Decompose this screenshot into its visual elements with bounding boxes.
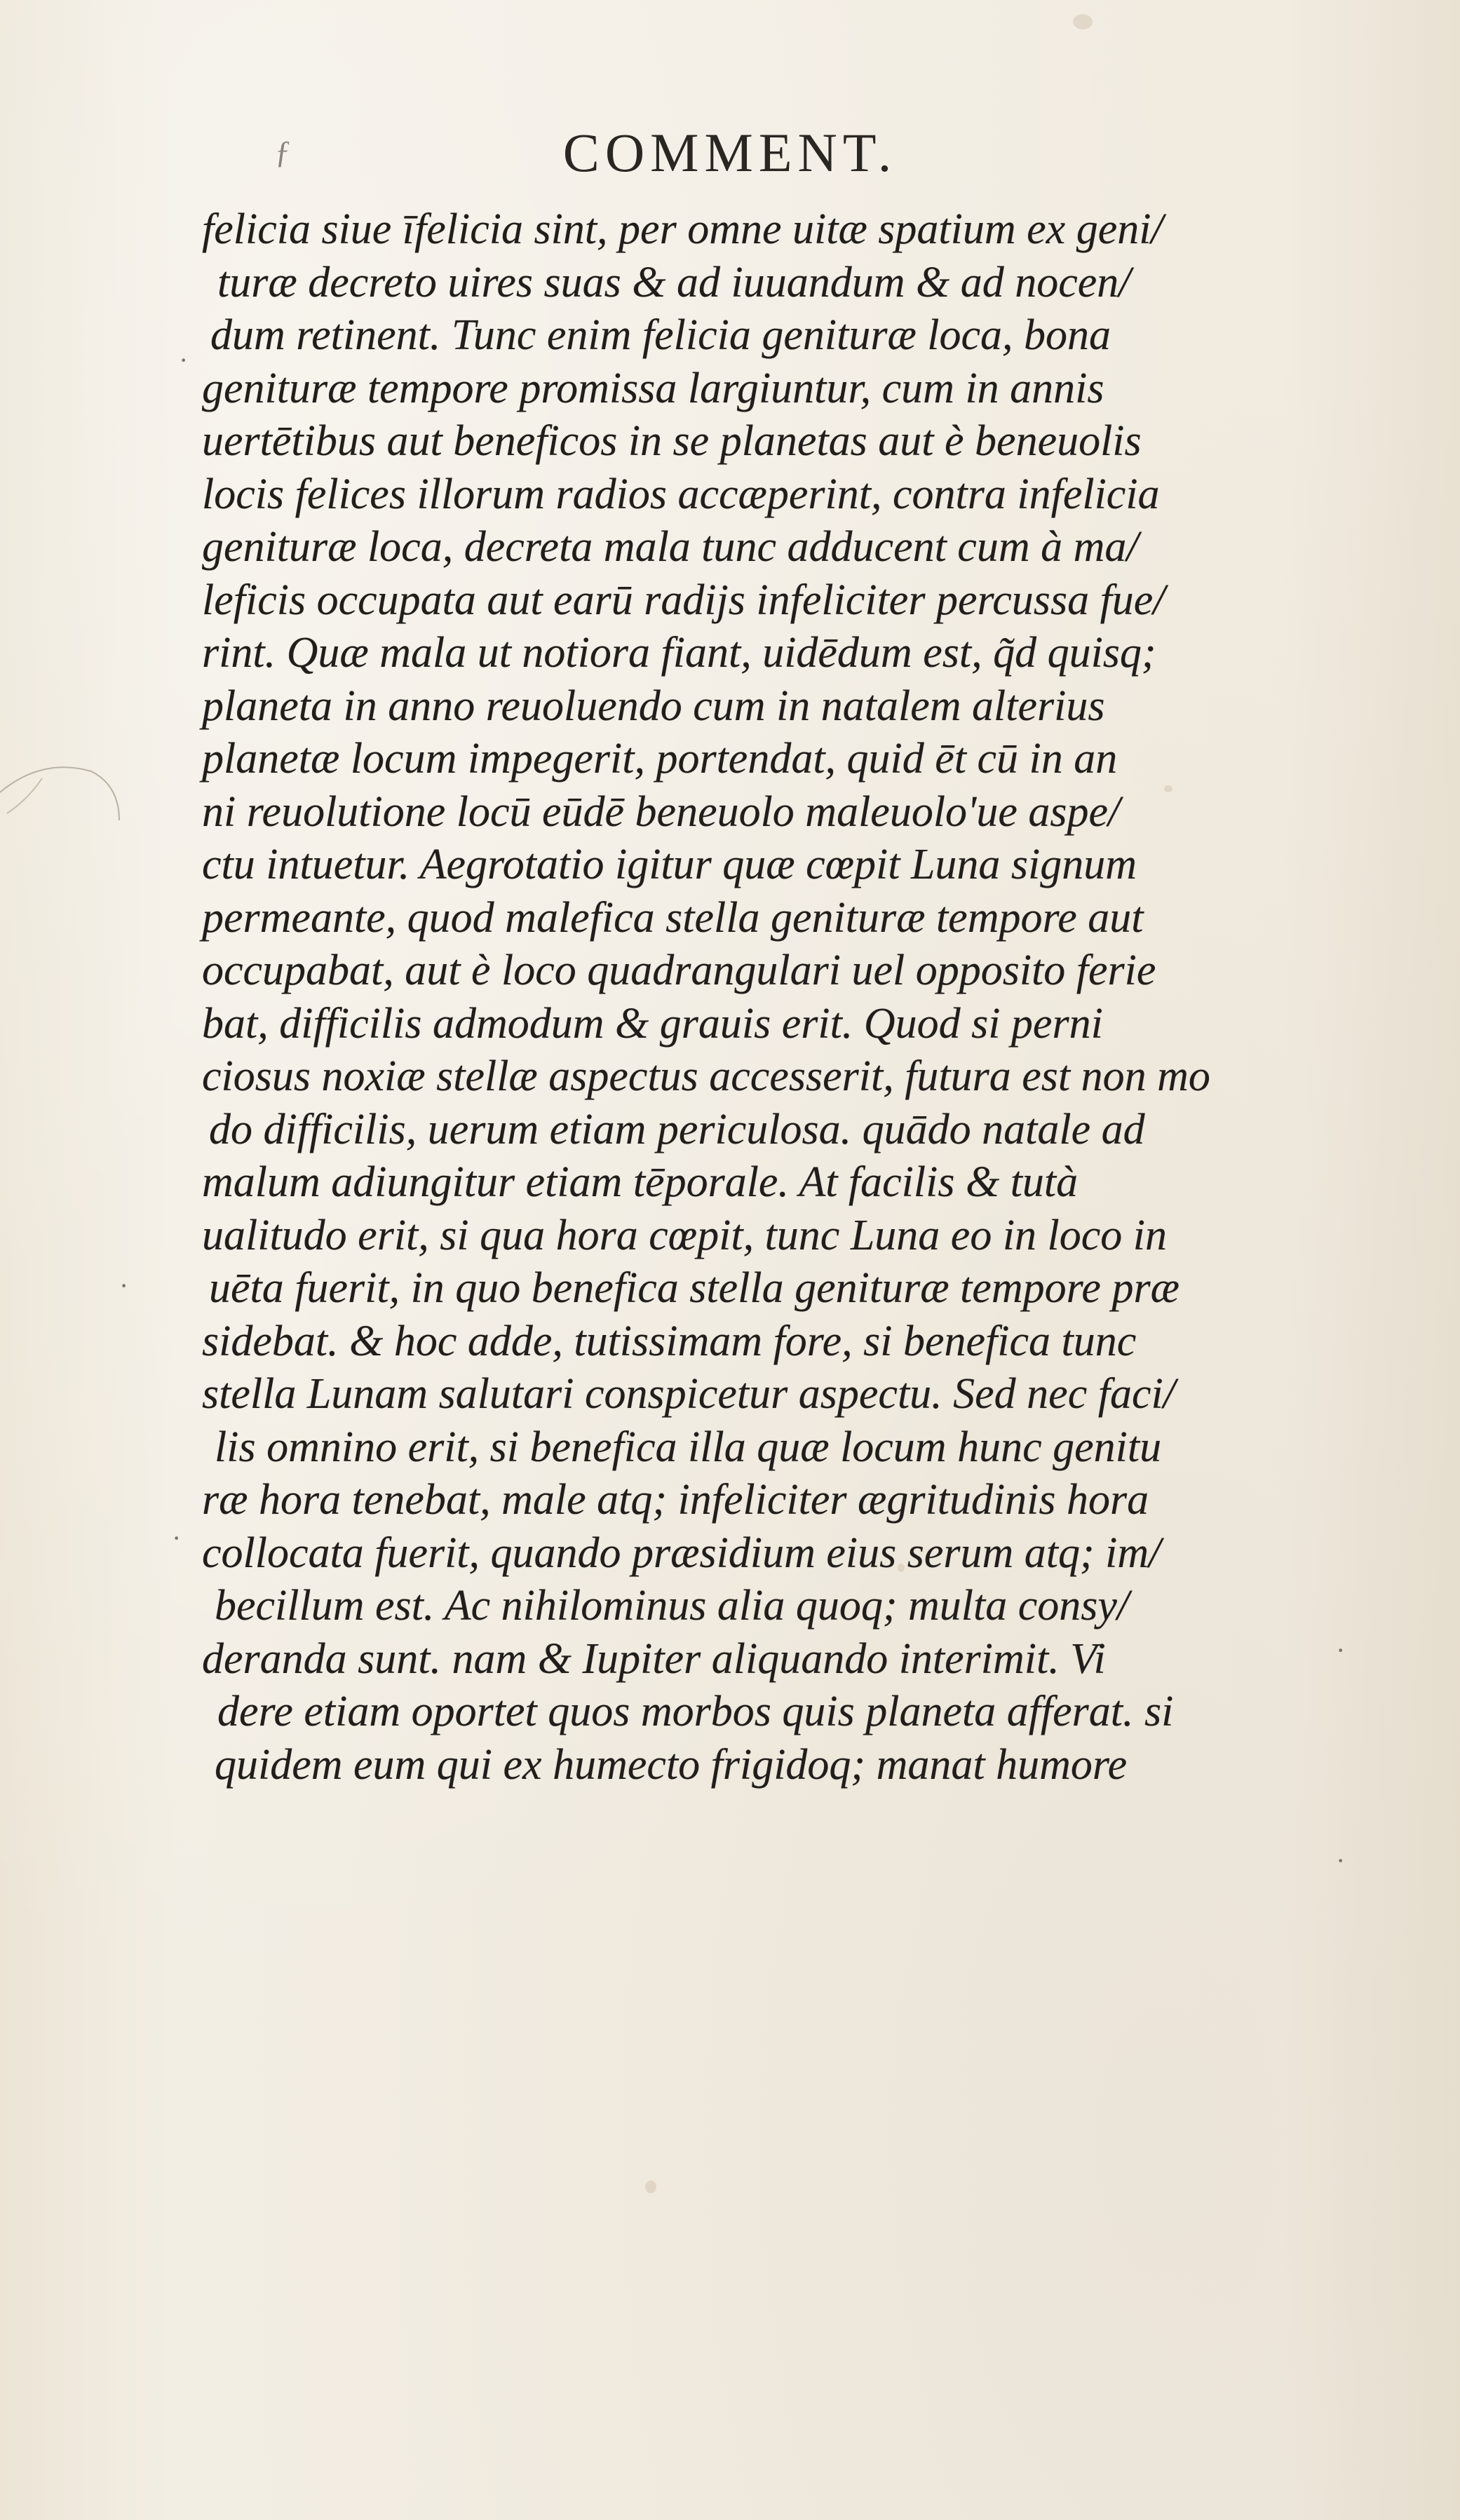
body-text	[202, 203, 1331, 1791]
text-line: do difficilis, uerum etiam periculosa. quādo natale ad	[209, 1105, 1145, 1153]
text-line: ualitudo erit, si qua hora cœpit, tunc Luna eo in loco in	[202, 1211, 1168, 1259]
text-line: ræ hora tenebat, male atq; infeliciter ægritudinis hora	[202, 1476, 1149, 1524]
margin-dot: ·	[119, 1270, 129, 1301]
paper-stain	[1073, 14, 1093, 29]
text-line: uertētibus aut beneficos in se planetas aut è beneuolis	[202, 417, 1142, 465]
text-line: leficis occupata aut earū radijs infeliciter percussa fue/	[202, 576, 1165, 624]
text-line: collocata fuerit, quando præsidium eius serum atq; im/	[202, 1529, 1161, 1577]
text-line: dere etiam oportet quos morbos quis planeta afferat. si	[217, 1688, 1174, 1735]
text-line: ctu intuetur. Aegrotatio igitur quæ cœpit Luna signum	[202, 841, 1137, 888]
page-heading: COMMENT.	[562, 122, 898, 183]
text-line: turæ decreto uires suas & ad iuuandum & ad nocen/	[217, 258, 1131, 306]
text-line: locis felices illorum radios accæperint, contra infelicia	[202, 470, 1160, 518]
text-line: sidebat. & hoc adde, tutissimam fore, si benefica tunc	[202, 1317, 1137, 1365]
text-line: ciosus noxiæ stellæ aspectus accesserit, futura est non mo	[202, 1052, 1210, 1100]
text-line: rint. Quæ mala ut notiora fiant, uidēdum est, q̃d quisq;	[202, 629, 1156, 677]
text-line: genituræ tempore promissa largiuntur, cum in annis	[202, 364, 1104, 412]
page-edge-shadow	[0, 729, 126, 855]
text-line: deranda sunt. nam & Iupiter aliquando interimit. Vi	[202, 1634, 1106, 1683]
text-line: occupabat, aut è loco quadrangulari uel opposito ferie	[202, 947, 1156, 994]
margin-dot: ·	[1336, 1634, 1346, 1666]
text-line: malum adiungitur etiam tēporale. At facilis & tutà	[202, 1158, 1079, 1206]
text-line: dum retinent. Tunc enim felicia genituræ loca, bona	[210, 311, 1111, 359]
text-line: bat, difficilis admodum & grauis erit. Quod si perni	[202, 999, 1103, 1048]
text-line: planeta in anno reuoluendo cum in natalem alterius	[202, 682, 1105, 730]
text-line: lis omnino erit, si benefica illa quæ locum hunc genitu	[215, 1423, 1162, 1471]
margin-dot: ·	[1336, 1845, 1346, 1876]
heading-mark: ƒ	[275, 134, 291, 170]
text-line: permeante, quod malefica stella genituræ tempore aut	[202, 893, 1144, 942]
text-line: felicia siue īfelicia sint, per omne uitæ spatium ex geni/	[202, 205, 1163, 253]
text-line: stella Lunam salutari conspicetur aspectu. Sed nec faci/	[202, 1370, 1175, 1418]
margin-dot: ·	[179, 344, 189, 376]
text-line: genituræ loca, decreta mala tunc adducent cum à ma/	[202, 523, 1139, 571]
margin-dot: ·	[172, 1522, 182, 1554]
text-line: becillum est. Ac nihilominus alia quoq; multa consy/	[215, 1582, 1130, 1630]
text-line: ni reuolutione locū eūdē beneuolo maleuolo'ue aspe/	[202, 787, 1121, 836]
text-line: quidem eum qui ex humecto frigidoq; manat humore	[215, 1740, 1128, 1789]
text-line: planetæ locum impegerit, portendat, quid ēt cū in an	[202, 735, 1118, 783]
paper-stain	[645, 2181, 656, 2193]
text-line: uēta fuerit, in quo benefica stella genituræ tempore præ	[209, 1264, 1180, 1312]
